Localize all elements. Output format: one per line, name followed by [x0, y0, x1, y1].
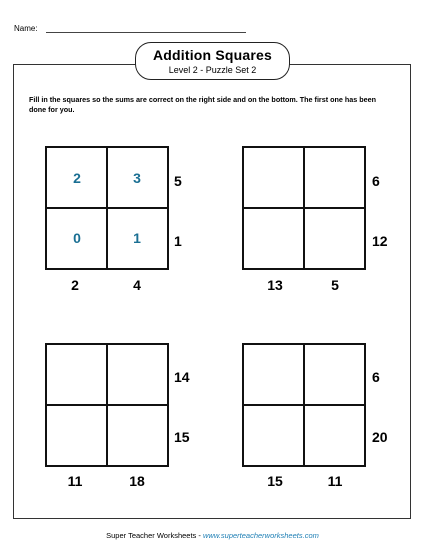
puzzle-4-cell-bottom-right[interactable] — [304, 405, 364, 465]
puzzle-1-cell-top-right[interactable]: 3 — [133, 170, 141, 186]
puzzle-3-row-sum-1: 14 — [174, 369, 190, 385]
puzzle-4 — [242, 343, 366, 467]
footer-separator: - — [196, 531, 203, 540]
puzzle-1-row-sum-2: 1 — [174, 233, 182, 249]
puzzle-4-cell-top-left[interactable] — [244, 345, 304, 405]
puzzle-2-row-sum-1: 6 — [372, 173, 380, 189]
puzzle-3-col-sum-2: 18 — [129, 473, 145, 489]
puzzle-4-col-sum-1: 15 — [267, 473, 283, 489]
puzzle-1-col-sum-2: 4 — [133, 277, 141, 293]
puzzle-3-cell-top-right[interactable] — [107, 345, 167, 405]
name-line[interactable] — [46, 32, 246, 33]
puzzle-4-row-sum-2: 20 — [372, 429, 388, 445]
puzzle-2-col-sum-1: 13 — [267, 277, 283, 293]
puzzle-2-cell-bottom-left[interactable] — [244, 208, 304, 268]
puzzle-3-row-sum-2: 15 — [174, 429, 190, 445]
puzzle-3-cell-top-left[interactable] — [47, 345, 107, 405]
puzzle-4-col-sum-2: 11 — [327, 473, 343, 489]
puzzle-2-cell-top-right[interactable] — [304, 148, 364, 208]
puzzle-2-cell-bottom-right[interactable] — [304, 208, 364, 268]
grid-line — [244, 404, 364, 406]
footer — [0, 531, 425, 540]
puzzle-1 — [45, 146, 169, 270]
footer-url-link[interactable]: www.superteacherworksheets.com — [202, 531, 319, 540]
instructions: Fill in the squares so the sums are correct on the right side and on the bottom. The first one has been done for you. — [29, 95, 377, 114]
puzzle-1-cell-top-left[interactable]: 2 — [73, 170, 81, 186]
puzzle-2-col-sum-2: 5 — [331, 277, 339, 293]
puzzle-3 — [45, 343, 169, 467]
puzzle-3-cell-bottom-left[interactable] — [47, 405, 107, 465]
puzzle-2-row-sum-2: 12 — [372, 233, 388, 249]
puzzle-1-row-sum-1: 5 — [174, 173, 182, 189]
title-box — [135, 42, 290, 80]
puzzle-1-col-sum-1: 2 — [71, 277, 79, 293]
grid-line — [47, 207, 167, 209]
grid-line — [47, 404, 167, 406]
worksheet-title: Addition Squares — [152, 47, 273, 63]
puzzle-1-cell-bottom-right[interactable]: 1 — [133, 230, 141, 246]
puzzle-4-cell-bottom-left[interactable] — [244, 405, 304, 465]
name-label: Name: — [14, 24, 38, 33]
puzzle-4-cell-top-right[interactable] — [304, 345, 364, 405]
puzzle-4-row-sum-1: 6 — [372, 369, 380, 385]
grid-line — [244, 207, 364, 209]
worksheet-subtitle: Level 2 - Puzzle Set 2 — [168, 65, 257, 75]
puzzle-3-cell-bottom-right[interactable] — [107, 405, 167, 465]
puzzle-3-col-sum-1: 11 — [67, 473, 83, 489]
puzzle-2-cell-top-left[interactable] — [244, 148, 304, 208]
footer-brand: Super Teacher Worksheets — [106, 531, 197, 540]
puzzle-1-cell-bottom-left[interactable]: 0 — [73, 230, 81, 246]
puzzle-2 — [242, 146, 366, 270]
